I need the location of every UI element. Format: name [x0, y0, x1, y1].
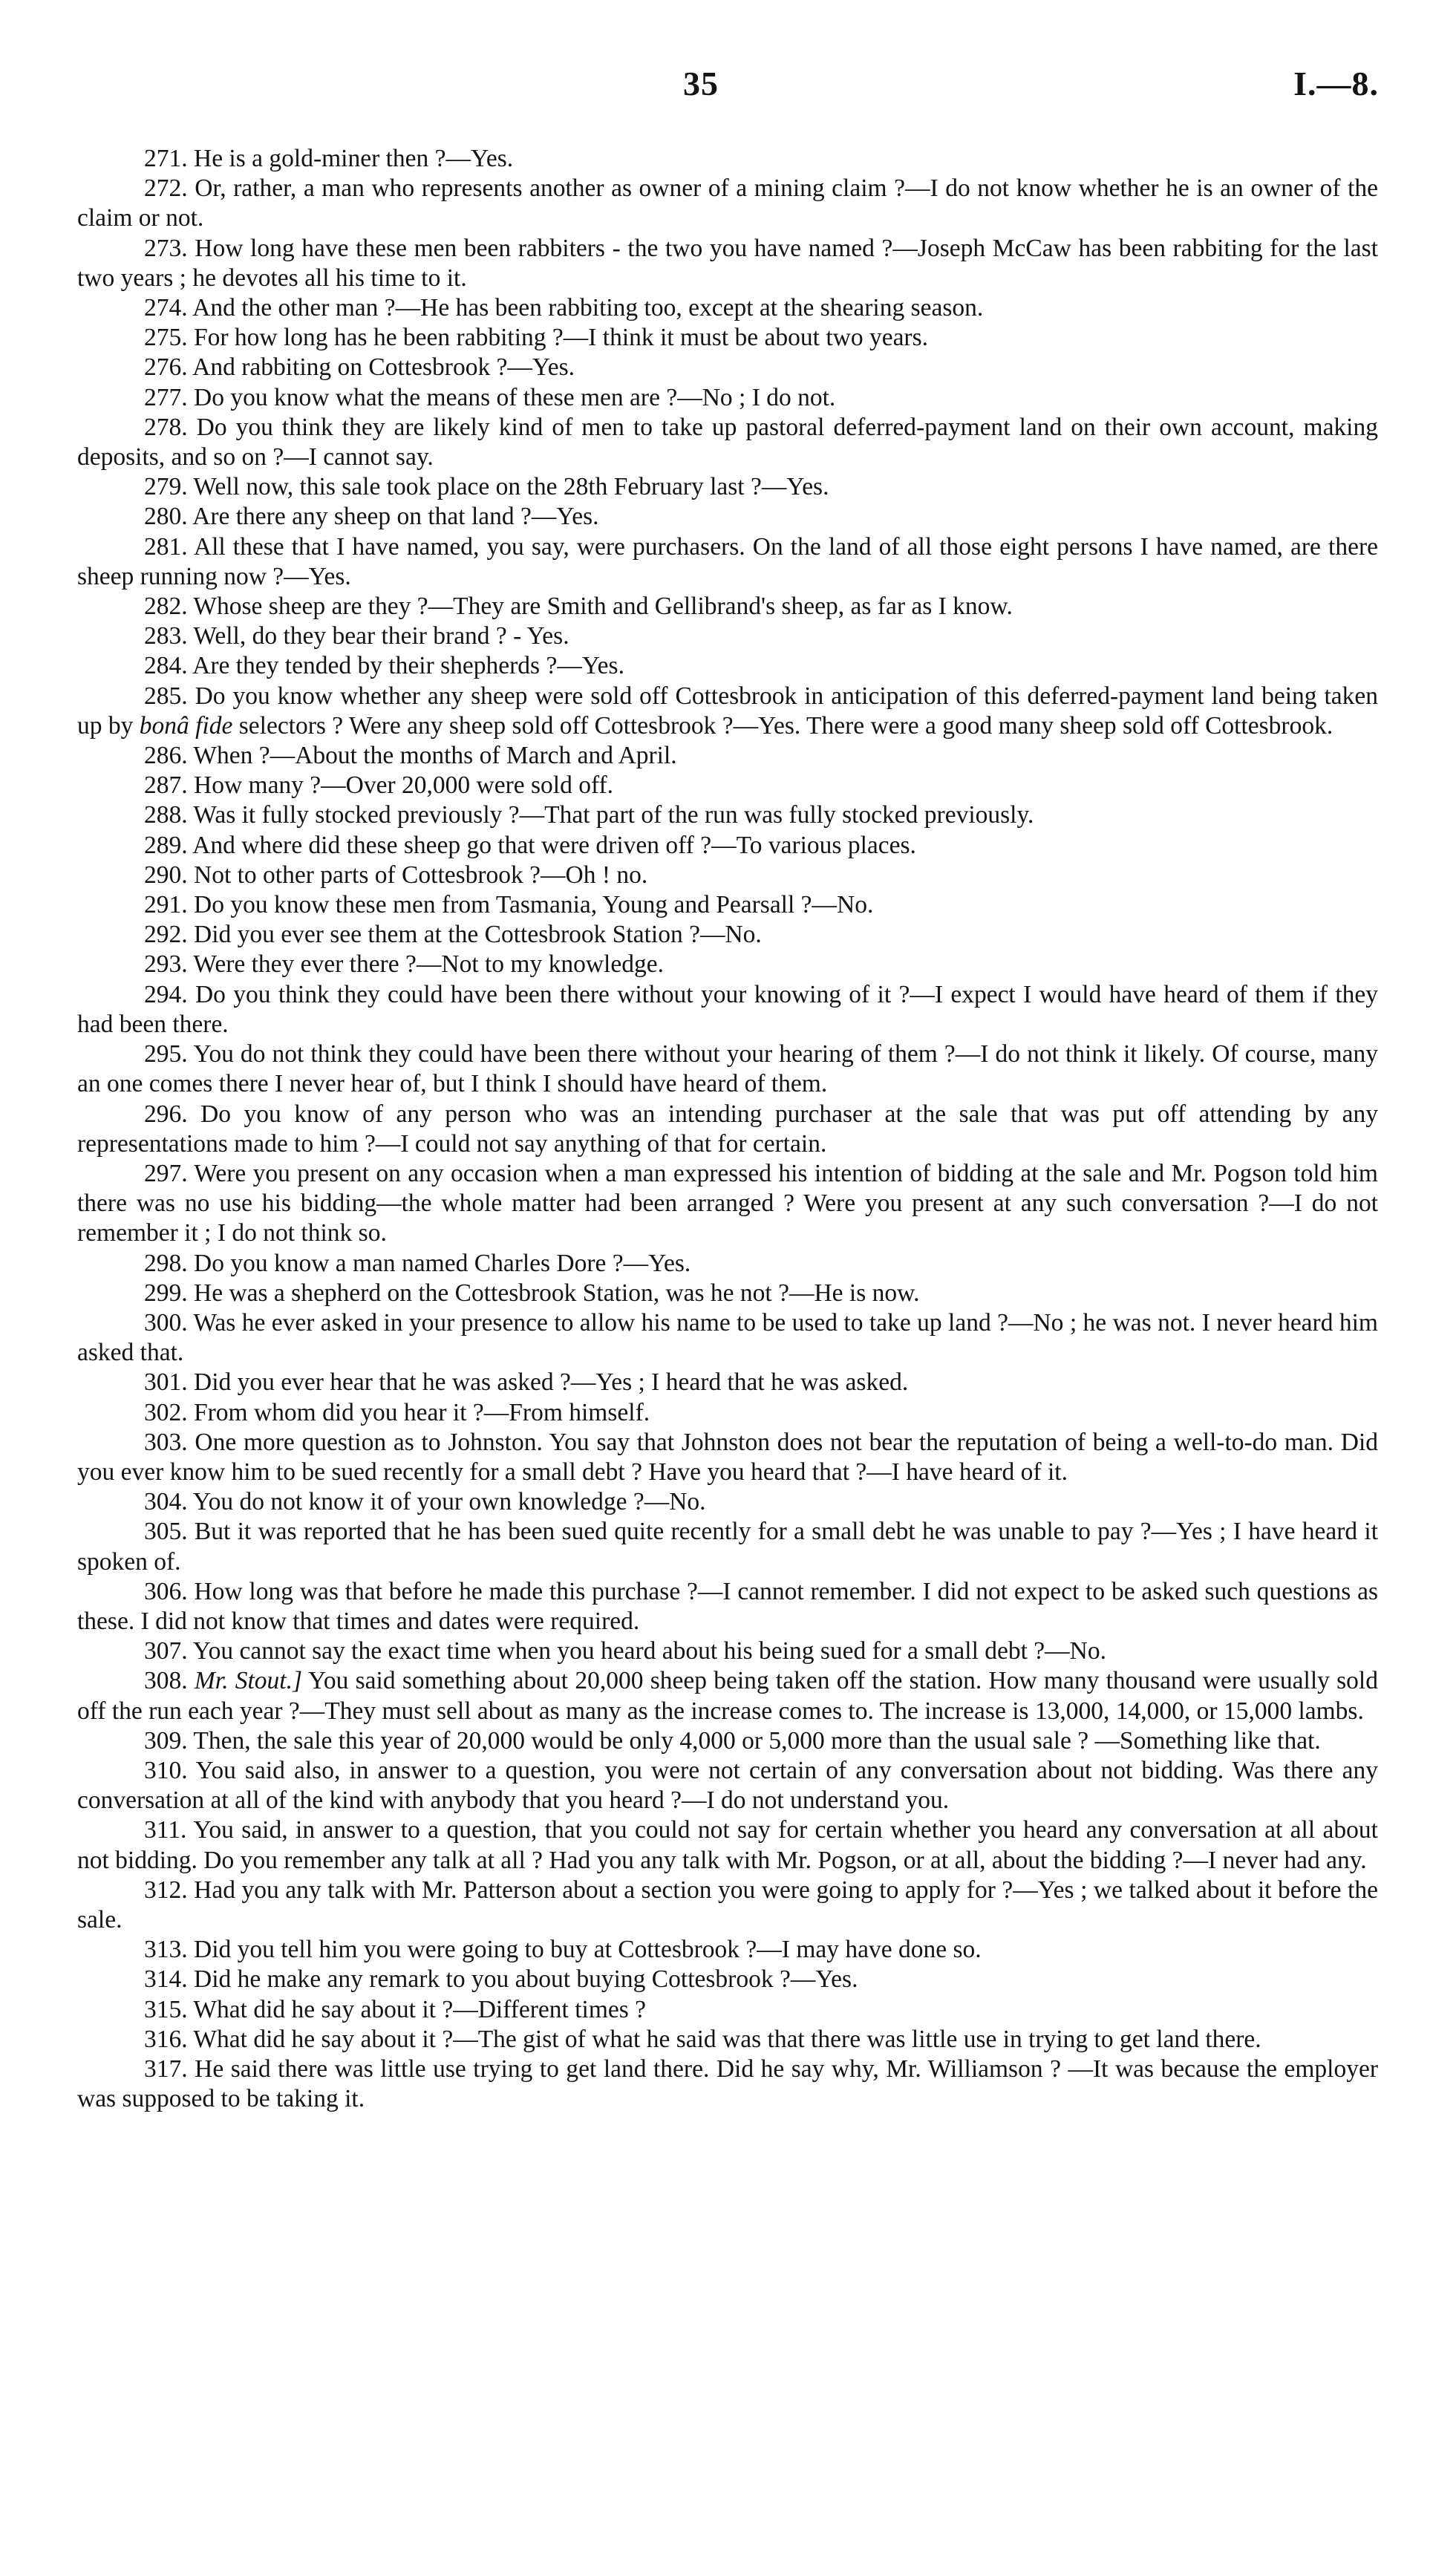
question-text: You said also, in answer to a question, you were not certain of any conversation about not bidding. Was there any conversation at all of the kind with anybody that you heard ?—I do not understand you. [77, 1756, 1378, 1815]
question-number: 286. [144, 742, 188, 770]
question-entry [77, 1308, 1378, 1368]
question-text: Do you know a man named Charles Dore ?—Yes. [194, 1249, 691, 1277]
question-entry [77, 1517, 1378, 1576]
question-text: Did you tell him you were going to buy at Cottesbrook ?—I may have done so. [194, 1936, 982, 1964]
question-entry [77, 1428, 1378, 1487]
question-entry [77, 1965, 1378, 1994]
question-entry [77, 1249, 1378, 1279]
question-number: 302. [144, 1398, 188, 1426]
question-text: How long have these men been rabbiters - the two you have named ?—Joseph McCaw has been rabbiting for the last two years ; he devotes all his time to it. [77, 234, 1378, 292]
question-text: How long was that before he made this purchase ?—I cannot remember. I did not expect to be asked such questions as these. I did not know that times and dates were required. [77, 1577, 1379, 1635]
evidence-transcript [77, 144, 1378, 2114]
question-number: 294. [144, 980, 188, 1008]
question-entry [77, 1726, 1378, 1756]
question-number: 311. [144, 1816, 187, 1844]
question-number: 306. [144, 1577, 188, 1605]
question-entry [77, 651, 1378, 681]
question-entry [77, 950, 1378, 979]
question-number: 271. [144, 145, 188, 172]
question-text: You do not think they could have been there without your hearing of them ?—I do not think it likely. Of course, many an one comes there I never hear of, but I think I should have heard of them. [77, 1040, 1378, 1098]
question-number: 290. [144, 861, 188, 889]
question-text: Not to other parts of Cottesbrook ?—Oh ! no. [194, 861, 648, 889]
question-text: Had you any talk with Mr. Patterson about a section you were going to apply for ?—Yes ; we talked about it before the sale. [77, 1876, 1379, 1933]
question-number: 304. [144, 1488, 188, 1516]
question-entry [77, 1935, 1378, 1965]
question-entry [77, 1756, 1378, 1815]
report-code: I.—8. [1293, 65, 1379, 102]
question-text: For how long has he been rabbiting ?—I think it must be about two years. [194, 324, 929, 352]
question-entry [77, 920, 1378, 950]
question-entry [77, 472, 1378, 502]
question-text: And where did these sheep go that were driven off ?—To various places. [192, 831, 916, 859]
question-number: 291. [144, 891, 188, 919]
question-text: Did you ever see them at the Cottesbrook Station ?—No. [194, 921, 762, 949]
question-number: 296. [144, 1100, 188, 1128]
question-entry [77, 1040, 1378, 1099]
question-number: 282. [144, 593, 188, 621]
question-text: You said, in answer to a question, that you could not say for certain whether you heard any conversation at all about not bidding. Do you remember any talk at all ? Had you any talk with Mr. Pogson, or at all, about the bidding ?—I never had any. [77, 1816, 1378, 1874]
question-text: Did he make any remark to you about buying Cottesbrook ?—Yes. [194, 1965, 858, 1994]
question-text: From whom did you hear it ?—From himself. [194, 1398, 650, 1426]
question-entry [77, 323, 1378, 353]
question-entry [77, 413, 1378, 472]
question-number: 312. [144, 1876, 188, 1904]
question-number: 295. [144, 1040, 188, 1068]
question-text: All these that I have named, you say, were purchasers. On the land of all those eight persons I have named, are there sheep running now ?—Yes. [77, 532, 1378, 590]
question-number: 309. [144, 1726, 188, 1755]
question-entry [77, 144, 1378, 174]
question-text: You cannot say the exact time when you heard about his being sued for a small debt ?—No. [192, 1637, 1106, 1665]
question-entry [77, 293, 1378, 323]
question-entry [77, 1577, 1378, 1636]
question-number: 307. [144, 1637, 188, 1665]
question-number: 285. [144, 682, 188, 710]
question-entry [77, 532, 1378, 592]
question-text: Were you present on any occasion when a man expressed his intention of bidding at the sale and Mr. Pogson told him there was no use his bidding—the whole matter had been arranged ? Were you present at any such conversation ?—I do not remember it ; I do not think so. [77, 1159, 1378, 1247]
question-text: Do you know of any person who was an intending purchaser at the sale that was put off attending by any representations made to him ?—I could not say anything of that for certain. [77, 1100, 1379, 1158]
question-text: Did you ever hear that he was asked ?—Yes ; I heard that he was asked. [194, 1368, 909, 1397]
question-number: 305. [144, 1518, 188, 1546]
question-text: You said something about 20,000 sheep being taken off the station. How many thousand were usually sold off the run each year ?—They must sell about as many as the increase comes to. The increase is 13,000, 14,000, or 15,000 lambs. [77, 1667, 1378, 1725]
question-text: He said there was little use trying to get land there. Did he say why, Mr. Williamson ? —It was because the employer was supposed to be taking it. [77, 2055, 1379, 2113]
question-entry [77, 2025, 1378, 2055]
question-text: He was a shepherd on the Cottesbrook Station, was he not ?—He is now. [194, 1279, 920, 1307]
question-entry [77, 1398, 1378, 1428]
question-entry [77, 621, 1378, 651]
question-number: 288. [144, 801, 188, 829]
question-entry [77, 1487, 1378, 1517]
speaker-name: Mr. Stout.] [194, 1667, 303, 1695]
question-number: 274. [144, 294, 188, 322]
question-number: 280. [144, 503, 188, 531]
question-number: 315. [144, 1995, 188, 2023]
question-text: When ?—About the months of March and April. [193, 742, 677, 770]
question-entry [77, 861, 1378, 890]
question-number: 289. [144, 831, 188, 859]
question-entry [77, 353, 1378, 382]
question-text: Whose sheep are they ?—They are Smith and Gellibrand's sheep, as far as I know. [193, 593, 1013, 621]
page-header [0, 64, 1456, 116]
page-number: 35 [683, 65, 719, 102]
question-text: What did he say about it ?—The gist of what he said was that there was little use in trying to get land there. [193, 2025, 1261, 2053]
question-text: Well now, this sale took place on the 28th February last ?—Yes. [193, 473, 829, 501]
question-entry [77, 800, 1378, 830]
question-number: 273. [144, 234, 188, 262]
question-text: Are there any sheep on that land ?—Yes. [192, 503, 599, 531]
question-entry [77, 1636, 1378, 1666]
question-number: 281. [144, 532, 188, 561]
question-entry [77, 592, 1378, 621]
question-number: 313. [144, 1936, 188, 1964]
question-number: 275. [144, 324, 188, 352]
question-entry [77, 1368, 1378, 1397]
question-number: 303. [144, 1428, 188, 1456]
question-text: Do you think they are likely kind of men to take up pastoral deferred-payment land on their own account, making deposits, and so on ?—I cannot say. [77, 413, 1378, 471]
question-text: One more question as to Johnston. You say that Johnston does not bear the reputation of being a well-to-do man. Did you ever know him to be sued recently for a small debt ? Have you heard that ?—I have heard of it. [77, 1428, 1378, 1486]
question-number: 301. [144, 1368, 188, 1397]
question-text: And rabbiting on Cottesbrook ?—Yes. [192, 353, 575, 382]
question-text: Are they tended by their shepherds ?—Yes. [192, 652, 624, 680]
question-text: Do you know whether any sheep were sold off Cottesbrook in anticipation of this deferred-payment land being taken up by [77, 682, 1378, 740]
question-text: Do you know what the means of these men are ?—No ; I do not. [194, 383, 836, 411]
question-entry [77, 1159, 1378, 1249]
question-entry [77, 741, 1378, 771]
question-text: Or, rather, a man who represents another as owner of a mining claim ?—I do not know whether he is an owner of the claim or not. [77, 174, 1379, 232]
question-text: He is a gold-miner then ?—Yes. [194, 145, 514, 172]
question-entry [77, 980, 1378, 1040]
question-number: 272. [144, 174, 188, 203]
question-text: And the other man ?—He has been rabbiting too, except at the shearing season. [192, 294, 984, 322]
question-number: 276. [144, 353, 188, 382]
question-number: 317. [144, 2055, 188, 2083]
question-number: 316. [144, 2025, 188, 2053]
question-entry [77, 1815, 1378, 1875]
question-text: Then, the sale this year of 20,000 would be only 4,000 or 5,000 more than the usual sale ? —Something like that. [193, 1726, 1321, 1755]
question-text: You do not know it of your own knowledge ?—No. [192, 1488, 706, 1516]
question-number: 293. [144, 950, 188, 979]
question-number: 277. [144, 383, 188, 411]
question-entry [77, 2055, 1378, 2114]
question-text: Was it fully stocked previously ?—That part of the run was fully stocked previously. [193, 801, 1034, 829]
question-number: 283. [144, 622, 188, 650]
question-number: 297. [144, 1159, 188, 1187]
question-number: 292. [144, 921, 188, 949]
question-number: 310. [144, 1756, 188, 1784]
question-entry [77, 890, 1378, 920]
question-entry [77, 1995, 1378, 2025]
question-number: 308. [144, 1667, 188, 1695]
question-entry [77, 1876, 1378, 1935]
question-number: 279. [144, 473, 188, 501]
question-text-continued: selectors ? Were any sheep sold off Cottesbrook ?—Yes. There were a good many sheep sold off Cottesbrook. [232, 711, 1333, 740]
question-entry [77, 831, 1378, 861]
question-text: Do you think they could have been there without your knowing of it ?—I expect I would have heard of them if they had been there. [77, 980, 1378, 1038]
question-text: Were they ever there ?—Not to my knowledge. [193, 950, 664, 979]
question-entry [77, 383, 1378, 413]
question-entry [77, 1279, 1378, 1308]
question-number: 298. [144, 1249, 188, 1277]
question-text: What did he say about it ?—Different times ? [193, 1995, 647, 2023]
italic-phrase: bonâ fide [139, 711, 233, 740]
question-entry [77, 502, 1378, 532]
question-number: 300. [144, 1308, 188, 1337]
question-text: But it was reported that he has been sued quite recently for a small debt he was unable to pay ?—Yes ; I have heard it spoken of. [77, 1518, 1378, 1576]
question-entry [77, 771, 1378, 800]
question-number: 278. [144, 413, 188, 441]
question-entry [77, 682, 1378, 741]
question-number: 314. [144, 1965, 188, 1994]
question-text: Was he ever asked in your presence to allow his name to be used to take up land ?—No ; he was not. I never heard him asked that. [77, 1308, 1378, 1367]
question-entry [77, 174, 1378, 233]
question-entry [77, 234, 1378, 293]
question-text: Do you know these men from Tasmania, Young and Pearsall ?—No. [194, 891, 874, 919]
question-entry [77, 1666, 1378, 1726]
question-text: How many ?—Over 20,000 were sold off. [194, 771, 614, 800]
question-entry [77, 1100, 1378, 1159]
question-number: 284. [144, 652, 188, 680]
question-number: 299. [144, 1279, 188, 1307]
question-number: 287. [144, 771, 188, 800]
question-text: Well, do they bear their brand ? - Yes. [193, 622, 569, 650]
